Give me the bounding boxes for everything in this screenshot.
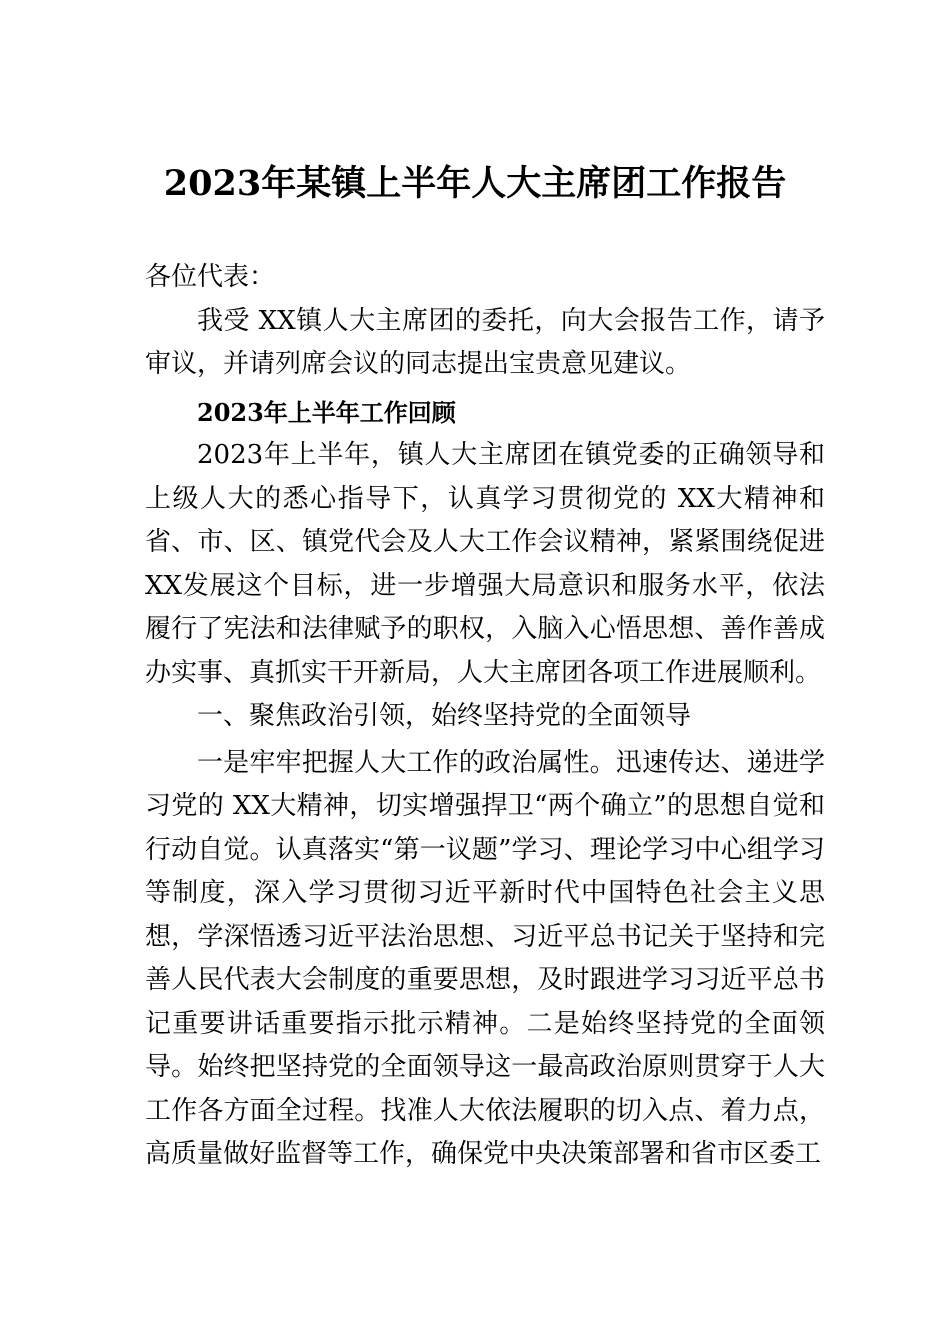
section-heading: 2023年上半年工作回顾 <box>197 397 456 427</box>
document-title: 2023年某镇上半年人大主席团工作报告 <box>163 163 787 204</box>
subheading-one: 一、聚焦政治引领，始终坚持党的全面领导 <box>197 701 692 731</box>
body-paragraph-one: 一是牢牢把握人大工作的政治属性。迅速传达、递进学习党的 XX大精神，切实增强捍卫“两个确立”的思想自觉和行动自觉。认真落实“第一议题”学习、理论学习中心组学习等制度，深入学习贯彻习近平新时代中国特色社会主义思想，学深悟透习近平法治思想、习近平总书记关于坚持和完善人民代表大会制度的重要思想，及时跟进学习习近平总书记重要讲话重要指示批示精神。二是始终坚持党的全面领导。始终把坚持党的全面领导这一最高政治原则贯穿于人大工作各方面全过程。找准人大依法履职的切入点、着力点， 高质量做好监督等工作，确保党中央决策部署和省市区委工 <box>145 747 825 1169</box>
opening-paragraph: 我受 XX镇人大主席团的委托，向大会报告工作，请予审议，并请列席会议的同志提出宝贵意见建议。 <box>145 305 825 379</box>
salutation: 各位代表： <box>145 262 276 292</box>
review-paragraph: 2023年上半年，镇人大主席团在镇党委的正确领导和上级人大的悉心指导下，认真学习贯彻党的 XX大精神和省、市、区、镇党代会及人大工作会议精神，紧紧围绕促进 XX发展这个目标，进一步增强大局意识和服务水平，依法履行了宪法和法律赋予的职权，入脑入心悟思想、善作善成办实事、真抓实干开新局，人大主席团各项工作进展顺利。 <box>145 440 825 688</box>
document-body <box>145 256 825 1177</box>
